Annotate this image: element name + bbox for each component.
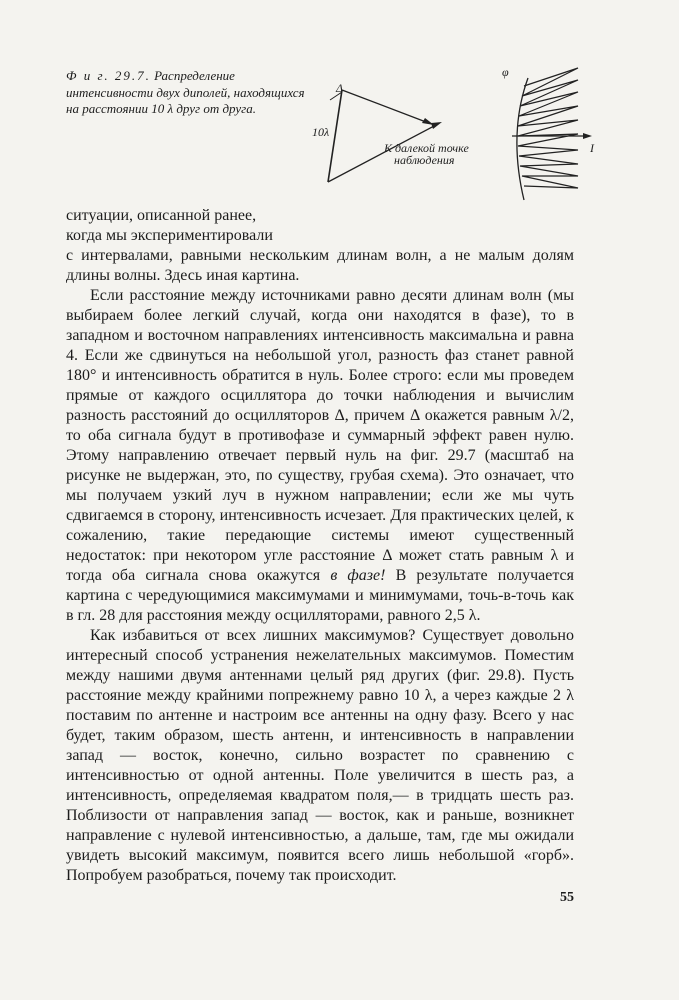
text-line-2: когда мы экспериментировали [66,227,273,244]
upper-ray [342,90,426,122]
paragraph-1-rest: с интервалами, равными нескольким длинам волн, а не малым долям длины волны. Здесь иная картина. [66,247,574,284]
dipole-geometry-figure [306,78,486,198]
figure-caption-text: Распределение интенсивности двух диполей, находящихся на расстоянии 10 λ друг от друга. [66,68,305,116]
arrow-label-line2: наблюдения [394,153,455,167]
paragraph-2 [66,286,574,626]
paragraph-2-italic: в фазе! [330,567,386,584]
figure-caption [66,68,316,118]
dipole-separation-line [328,90,342,182]
arrow-label-line1: К далекой точке [384,141,469,155]
intensity-label: I [590,141,594,155]
distance-label: 10λ [312,125,330,139]
figure-label: Ф и г. 29.7. [66,68,151,83]
lower-ray-arrowhead [431,122,442,129]
body-text [66,206,574,886]
paragraph-2-part-b: В результате получается картина с чередующимися максимумами и минимумами, точь-в-точь как в гл. 28 для расстояния между осцилляторами, равного 2,5 λ. [66,567,575,624]
intensity-axis-arrowhead [583,133,592,139]
delta-symbol: Δ [336,81,344,95]
intensity-pattern-figure [492,58,612,208]
intensity-lobes [518,68,578,188]
phi-label: φ [502,65,509,79]
page-number: 55 [560,890,574,905]
text-line-1: ситуации, описанной ранее, [66,207,257,224]
paragraph-3: Как избавиться от всех лишних максимумов? Существует довольно интересный способ устранения нежелательных максимумов. Поместим между нашими двумя антеннами целый ряд других (фиг. 29.8). Пусть расстояние между крайними попрежнему равно 10 λ, а через каждые 2 λ поставим по антенне и настроим все антенны на одну фазу. Всего у нас будет, таким образом, шесть антенн, и интенсивность в направлении запад — восток, конечно, сильно возрастет по сравнению с интенсивностью от одной антенны. Поле увеличится в шесть раз, а интенсивность, определяемая квадратом поля,— в тридцать шесть раз. Поблизости от направления запад — восток, как и раньше, возникнет направление с нулевой интенсивностью, а дальше, там, где мы ожидали увидеть высокий максимум, появится всего лишь небольшой «горб». Попробуем разобраться, почему так происходит. [66,627,574,884]
paragraph-2-part-a: Если расстояние между источниками равно десяти длинам волн (мы выбираем более легкий случай, когда они находятся в фазе), то в западном и восточном направлениях интенсивность максимальна и равна 4. Если же сдвинуться на небольшой угол, разность фаз станет равной 180° и интенсивность обратится в нуль. Более строго: если мы проведем прямые от каждого осциллятора до точки наблюдения и вычислим разность расстояний до осцилляторов Δ, причем Δ окажется равным λ/2, то оба сигнала будут в противофазе и суммарный эффект равен нулю. Этому направлению отвечает первый нуль на фиг. 29.7 (масштаб на рисунке не выдержан, это, по существу, грубая схема). Это означает, что мы получаем узкий луч в нужном направлении; если же мы чуть сдвигаемся в сторону, интенсивность исчезает. Для практических целей, к сожалению, такие передающие системы имеют существенный недостаток: при некотором угле расстояние Δ может стать равным λ и тогда оба сигнала снова окажутся [66,287,574,584]
